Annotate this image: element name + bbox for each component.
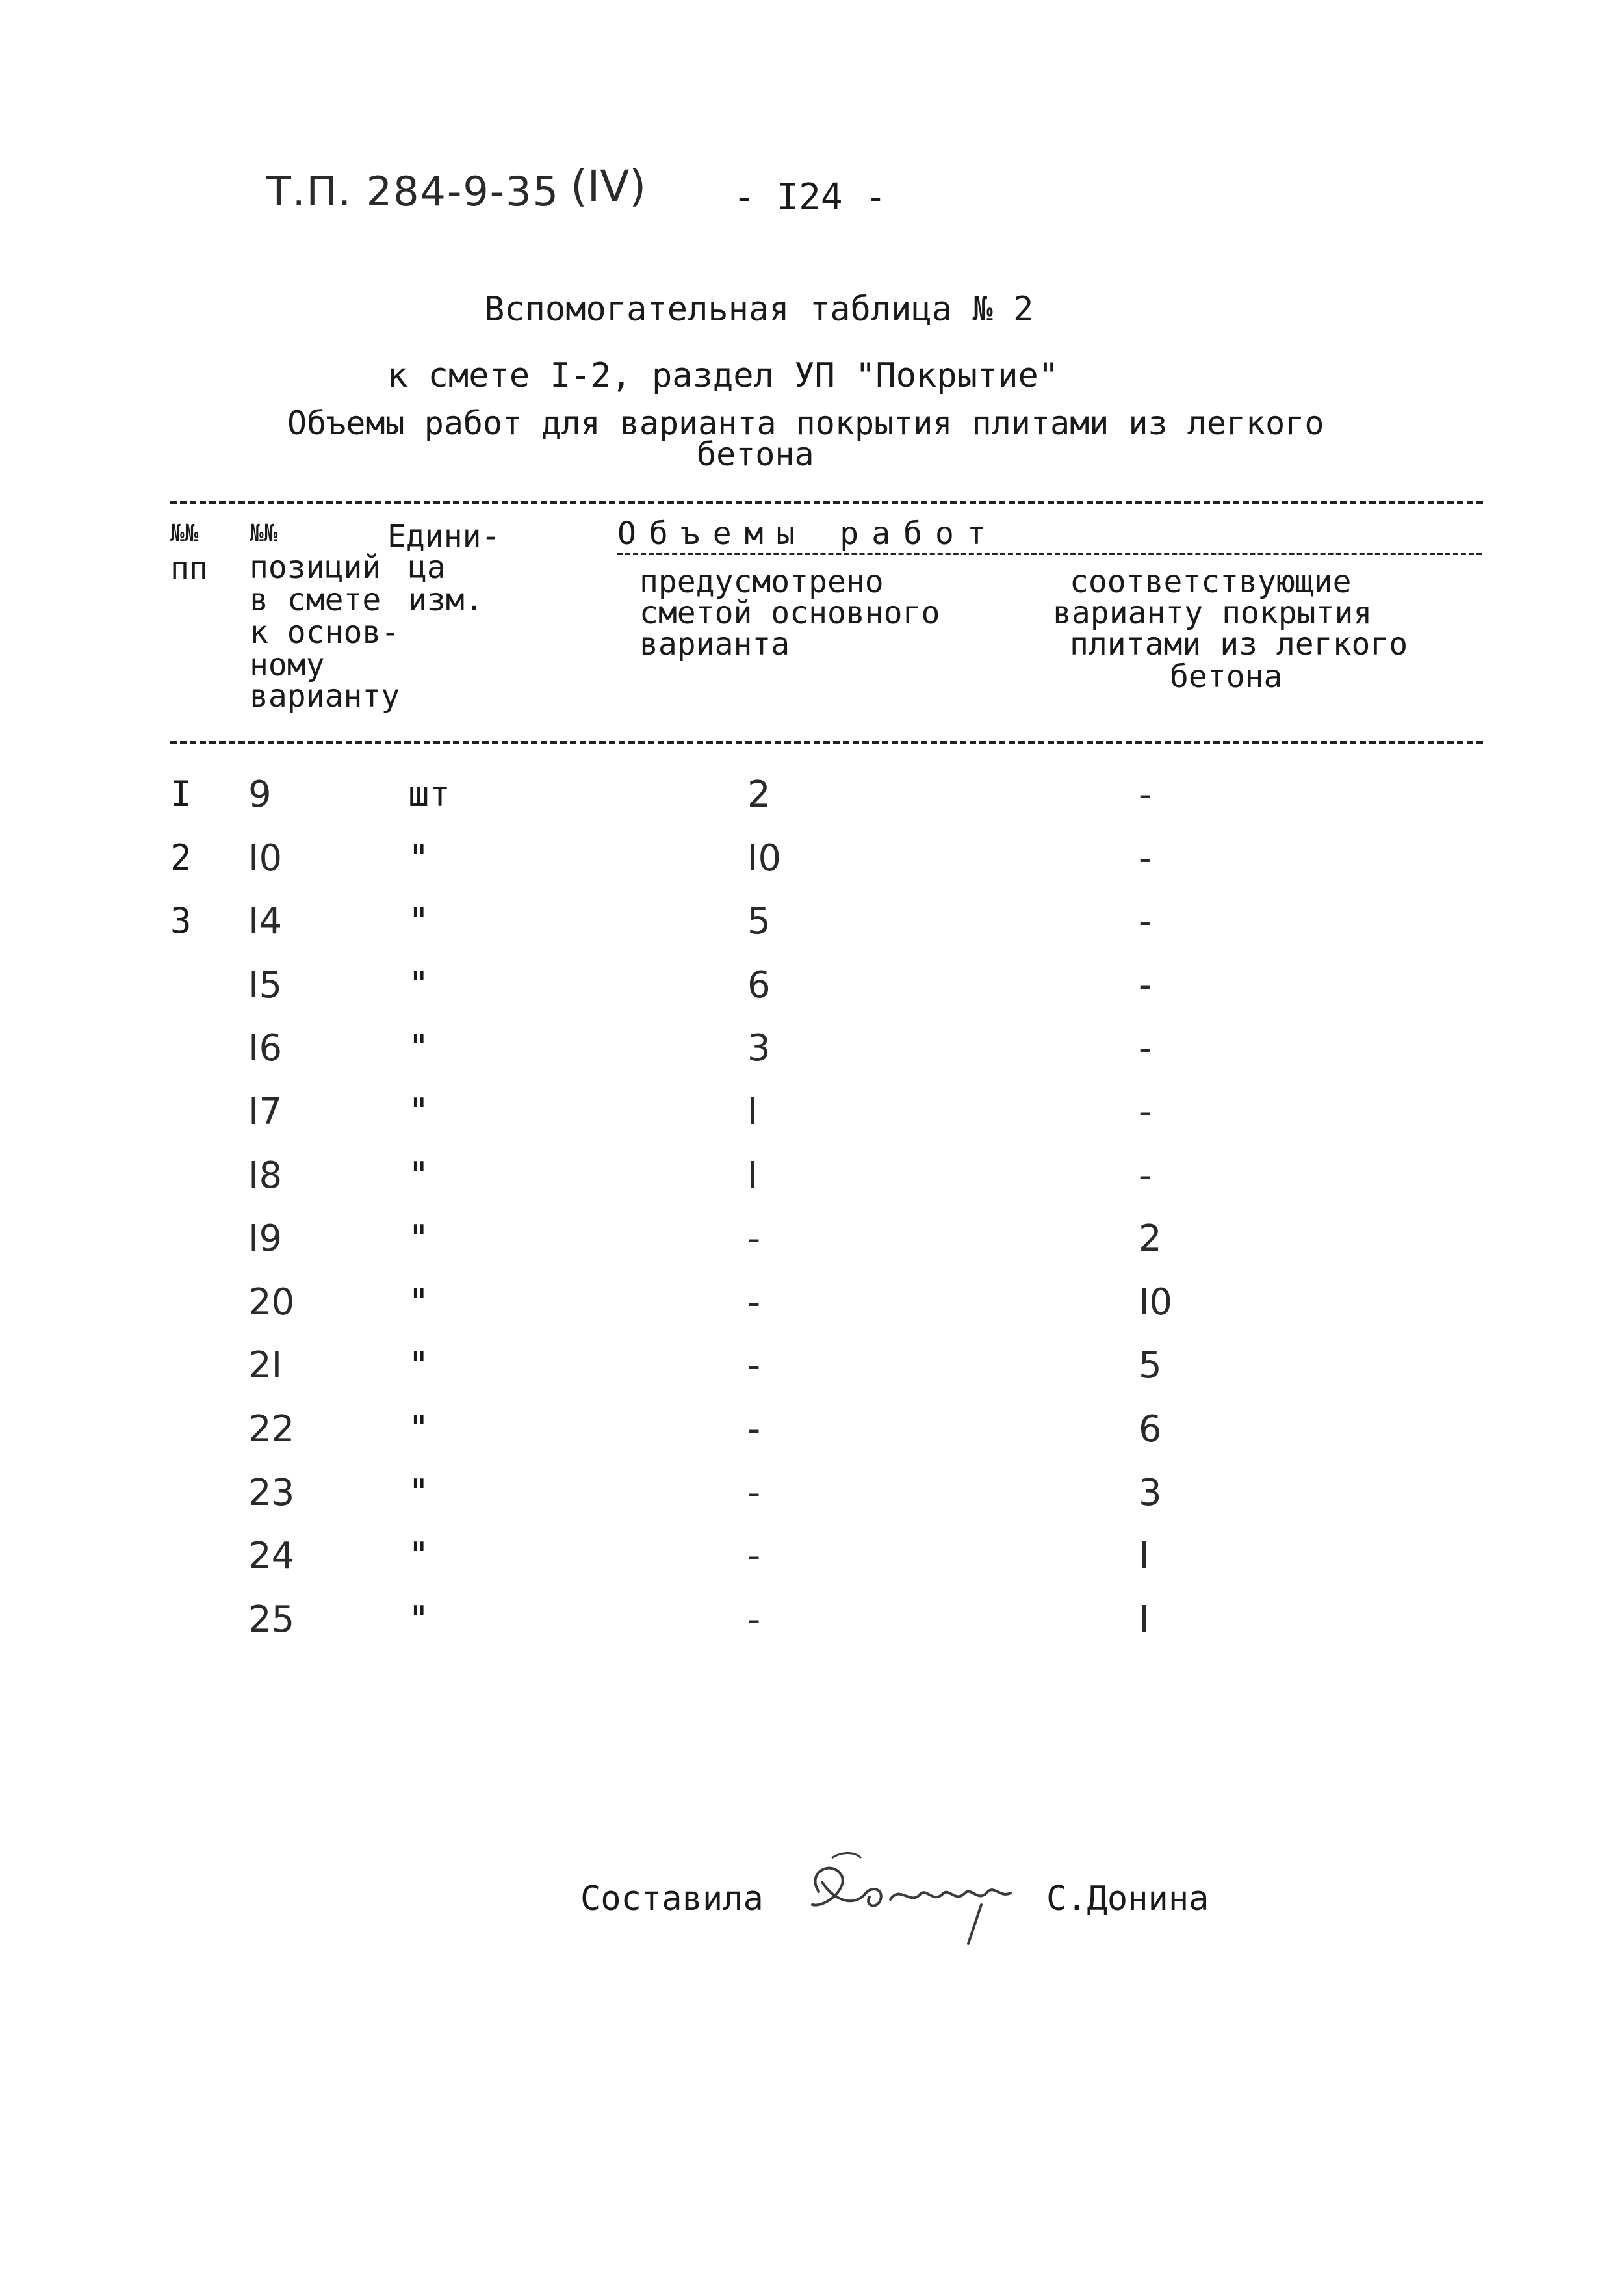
col-pos-line2: позиций <box>250 549 381 586</box>
cell-alt-volume: 5 <box>1139 1344 1162 1387</box>
cell-base-volume: 6 <box>747 964 771 1006</box>
cell-unit: " <box>408 837 430 878</box>
album-number: (IV) <box>571 161 647 211</box>
col-alt-line4: бетона <box>1170 659 1283 695</box>
volumes-group-header: Объемы работ <box>617 517 1482 555</box>
cell-position: I0 <box>248 837 283 880</box>
cell-base-volume: I0 <box>747 837 782 880</box>
col-pos-line1: №№ <box>250 520 278 547</box>
estimate-reference: к смете I-2, раздел УП "Покрытие" <box>387 356 1059 395</box>
cell-base-volume: - <box>747 1535 761 1577</box>
cell-pp: 3 <box>170 900 192 941</box>
cell-pp: 2 <box>170 837 192 878</box>
table-subtitle: Объемы работ для варианта покрытия плитами из легкого <box>287 404 1324 442</box>
cell-position: 2I <box>248 1344 283 1387</box>
cell-unit: " <box>408 1027 430 1068</box>
cell-position: I5 <box>248 964 283 1006</box>
cell-unit: " <box>408 964 430 1005</box>
cell-unit: " <box>408 1091 430 1132</box>
cell-unit: шт <box>408 774 451 815</box>
col-alt-line3: плитами из легкого <box>1070 626 1408 662</box>
handwritten-signature <box>793 1846 1033 1950</box>
cell-alt-volume: 3 <box>1139 1472 1162 1514</box>
col-base-line1: предусмотрено <box>639 564 884 600</box>
compiled-by-label: Составила <box>580 1879 764 1918</box>
cell-position: I4 <box>248 900 283 943</box>
cell-unit: " <box>408 1281 430 1322</box>
cell-alt-volume: I0 <box>1139 1281 1173 1324</box>
cell-unit: " <box>408 1535 430 1576</box>
cell-position: 9 <box>248 774 272 816</box>
cell-alt-volume: - <box>1139 1091 1152 1133</box>
cell-base-volume: - <box>747 1408 761 1450</box>
col-pos-line6: варианту <box>250 678 400 714</box>
cell-base-volume: I <box>747 1091 758 1133</box>
table-title: Вспомогательная таблица № 2 <box>484 290 1034 329</box>
cell-alt-volume: - <box>1139 837 1152 880</box>
cell-unit: " <box>408 900 430 941</box>
cell-position: I8 <box>248 1155 283 1197</box>
col-pp-line1: №№ <box>170 520 199 547</box>
cell-base-volume: - <box>747 1344 761 1387</box>
cell-unit: " <box>408 1472 430 1513</box>
cell-position: 23 <box>248 1472 295 1514</box>
cell-base-volume: I <box>747 1155 758 1197</box>
col-base-line3: варианта <box>639 626 790 662</box>
cell-position: I7 <box>248 1091 283 1133</box>
cell-base-volume: 3 <box>747 1027 771 1069</box>
cell-unit: " <box>408 1344 430 1385</box>
cell-position: I9 <box>248 1218 283 1260</box>
cell-position: 20 <box>248 1281 295 1324</box>
cell-alt-volume: - <box>1139 900 1152 943</box>
cell-base-volume: - <box>747 1598 761 1641</box>
compiler-name: С.Донина <box>1046 1879 1209 1918</box>
cell-unit: " <box>408 1598 430 1639</box>
col-pp-line2: пп <box>170 551 208 587</box>
col-alt-line2: варианту покрытия <box>1053 595 1373 631</box>
page-number: - I24 - <box>733 176 887 218</box>
cell-position: 25 <box>248 1598 295 1641</box>
col-pos-line5: ному <box>250 647 325 683</box>
cell-base-volume: 2 <box>747 774 771 816</box>
header-bottom-rule <box>170 741 1483 744</box>
col-base-line2: сметой основного <box>639 595 940 631</box>
cell-position: 24 <box>248 1535 295 1577</box>
cell-unit: " <box>408 1155 430 1195</box>
table-subtitle-cont: бетона <box>697 436 814 473</box>
cell-base-volume: - <box>747 1472 761 1514</box>
cell-pp: I <box>170 774 192 815</box>
cell-base-volume: 5 <box>747 900 771 943</box>
cell-base-volume: - <box>747 1218 761 1260</box>
col-unit-line2: ца <box>408 549 446 586</box>
cell-unit: " <box>408 1218 430 1259</box>
cell-alt-volume: - <box>1139 774 1152 816</box>
header-top-rule <box>170 501 1483 504</box>
cell-alt-volume: 6 <box>1139 1408 1162 1450</box>
cell-alt-volume: - <box>1139 1027 1152 1069</box>
cell-alt-volume: I <box>1139 1535 1150 1577</box>
cell-position: I6 <box>248 1027 283 1069</box>
col-pos-line3: в смете <box>250 582 381 618</box>
cell-alt-volume: - <box>1139 964 1152 1006</box>
doc-reference: Т.П. 284-9-35 <box>266 168 560 215</box>
col-alt-line1: соответствующие <box>1070 564 1352 600</box>
cell-unit: " <box>408 1408 430 1449</box>
cell-base-volume: - <box>747 1281 761 1324</box>
col-unit-line3: изм. <box>408 582 483 618</box>
cell-alt-volume: I <box>1139 1598 1150 1641</box>
col-unit-line1: Едини- <box>387 518 500 554</box>
cell-alt-volume: 2 <box>1139 1218 1162 1260</box>
cell-position: 22 <box>248 1408 295 1450</box>
cell-alt-volume: - <box>1139 1155 1152 1197</box>
col-pos-line4: к основ- <box>250 614 400 651</box>
